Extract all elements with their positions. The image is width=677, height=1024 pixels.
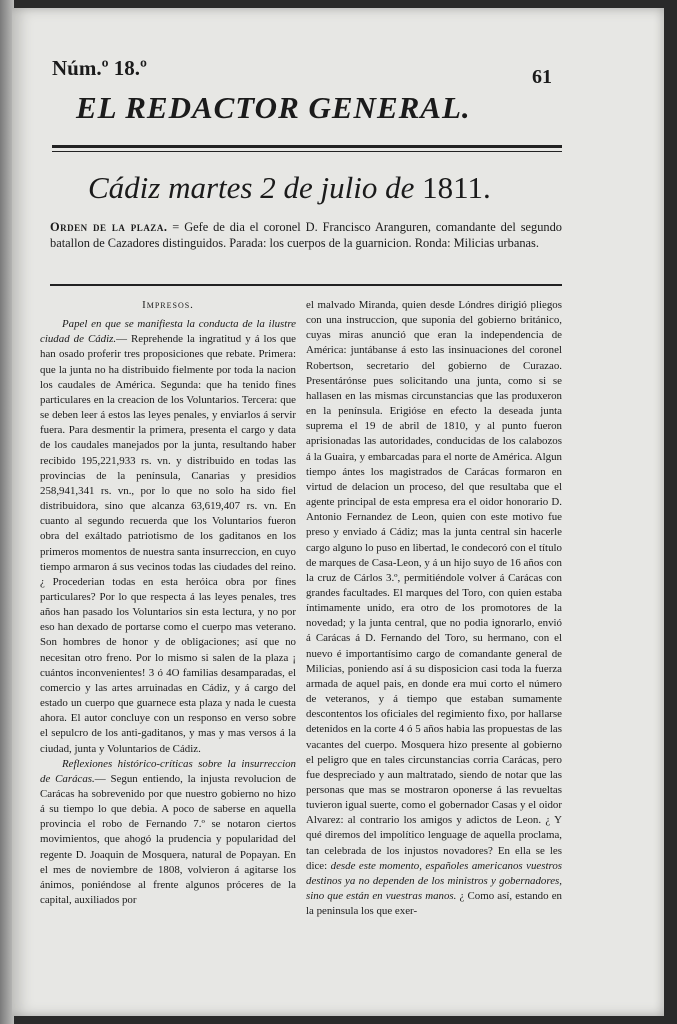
proclama-quote: desde este momento, españoles americanos vuestros destinos ya no dependen de los ministros y gobernadores, sino que están en vuestras manos.: [306, 859, 563, 903]
article-reflexiones: [40, 757, 296, 909]
newspaper-title: EL REDACTOR GENERAL.: [76, 90, 471, 125]
section-heading-impresos: Impresos.: [142, 299, 194, 311]
article-papel: [40, 317, 296, 757]
dateline-text: Cádiz martes 2 de julio de: [88, 170, 423, 205]
article-reflexiones-body: — Segun entiendo, la injusta revolucion de Carácas ha sobrevenido por que nuestro gobierno no hizo á su tiempo lo que debia. A poco de saberse en aquella provincia el robo de Fernando 7.º se notaron ciertos movimientos, que ahogó la prudencia y popularidad del regente D. Joaquin de Mosquera, natural de Popayan. En el mes de noviembre de 1808, volvieron á agitarse los ánimos, poniéndose al frente algunos próceres de la capital, auxiliados por: [40, 772, 296, 907]
article-reflexiones-title: Reflexiones histórico-críticas sobre la insurreccion de Carácas.: [40, 757, 296, 785]
orden-label: Orden de la plaza.: [50, 220, 168, 234]
orden-text: = Gefe de dia el coronel D. Francisco Aranguren, comandante del segundo batallon de Cazadores distinguidos. Parada: los cuerpos de la guarnicion. Ronda: Milicias urbanas.: [50, 220, 562, 250]
left-column: [40, 298, 296, 908]
page-number: 61: [532, 66, 552, 88]
right-column: [306, 298, 562, 919]
continuation-end: ¿ Como así, estando en la peninsula los que exer-: [306, 890, 562, 918]
issue-number: Núm.º 18.º: [52, 56, 147, 80]
continuation-body: el malvado Miranda, quien desde Lóndres dirigió pliegos con una instruccion, que suponia del gobierno británico, cuyas miras anunció que eran la independencia de América: juntábanse á esto las insinuaciones del coronel Robertson, secretario del gobierno de Curazao. Presentárónse pues solicitando una junta, como si se hallasen en las mismas circunstancias que las produxeron en la península. Erigióse en efecto la deseada junta suprema el 19 de abril de 1810, y al punto fueron aprisionadas las autoridades, conducidas de los calabozos á la Guaira, y embarcadas para el norte de América. Algun tiempo ántes los magistrados de Carácas formaron en virtud de delacion un proceso, del que resultaba que el agente principal de esta empresa era el oidor honorario D. Antonio Fernandez de Leon, quien con este motivo fue preso y enviado á Cádiz; mas la junta central sin hacerle cargo alguno lo puso en libertad, le condecoró con el título de marques de Casa-Leon, y á un hijo suyo de 16 años con la cruz de Cárlos 3.º, permitiéndole volver á Carácas con grandes facultades. El marques del Toro, con quien estaba íntimamente unido, era otro de los promotores de la novedad; y la junta central, que no podia ignorarlo, envió á Carácas á D. Fernando del Toro, su hermano, con el nuevo é importantísimo cargo de comandante general de Milicias, poniendo así á su disposicion casi toda la fuerza armada de aquel pais, en donde era mui corto el número de veteranos, y á tiempo que estaban sumamente descontentos los oficiales del regimiento fixo, por hallarse detenidos en la corte 4 ó 5 años habia las propuestas de las vacantes del cuerpo. Mosquera hizo presente al gobierno el peligro que en tales circunstancias corria Carácas, pero fue despreciado y aun maltratado, siendo de notar que las personas que mas se mostraron oponerse á las revueltas tuvieron igual suerte, como el gobernador Casas y el oidor Alvarez: al contrario los amigos y adictos de Leon. ¿ Y qué diremos del impolítico lenguage de aquella proclama, tan celebrada de los injustos novadores? En ella se les dice:: [306, 299, 562, 872]
orden-de-la-plaza: [50, 220, 562, 251]
header-rule-thin: [52, 151, 562, 152]
article-continuation: [306, 298, 562, 919]
header-rule-thick: [52, 145, 562, 148]
dateline: [88, 170, 491, 206]
article-papel-body: — Reprehende la ingratitud y á los que han osado proferir tres proposiciones que rebate. Primera: que la junta no ha distribuido fielmente por toda la nacion los caudales de América. Segunda: que ha tenido fines particulares en la creacion de los Voluntarios. Tercera: que se deben leer á estos las leyes penales, y enviarlos á servir fuera. Para desmentir la primera, presenta el cargo y data de los caudales manejados por la junta, resultando haber recibido 195,221,933 rs. vn. y distribuido en todas las provincias de la península, Canarias y presidios 258,941,341 rs. vn., por lo que no solo ha sido fiel distribuidora, sino que alcanza 63,619,407 rs. vn. En cuanto al segundo recuerda que los Voluntarios fueron obra del exáltado patriotismo de los gaditanos en los primeros momentos de nuestra santa insurreccion, en cuyo tiempo armaron á sus vecinos todas las ciudades del reino. ¿ Procederian todas en esta heróica obra por fines particulares? Por lo que respecta á las leyes penales, tres años han pasado los Voluntarios sin esta lectura, y no por eso han dexado de portarse como el cuerpo mas veterano. Son hombres de honor y de obligaciones; así que no necesitan otro freno. Por lo mismo si salen de la plaza ¡ cuántos inconvenientes! 3 ó 4O familias desamparadas, el comercio y las artes arruinadas en Cádiz, y á cargo del estado un cuerpo que guarnece esta plaza y nada le cuesta ahora. El autor concluye con un responso en verso sobre el sepulcro de los anti-gaditanos, y mas y mas versos á la ciudad, junta y Voluntarios de Cádiz.: [40, 333, 296, 755]
dateline-year: 1811.: [422, 170, 491, 205]
article-papel-title: Papel en que se manifiesta la conducta de la ilustre ciudad de Cádiz.: [40, 318, 296, 346]
section-divider: [50, 284, 562, 286]
